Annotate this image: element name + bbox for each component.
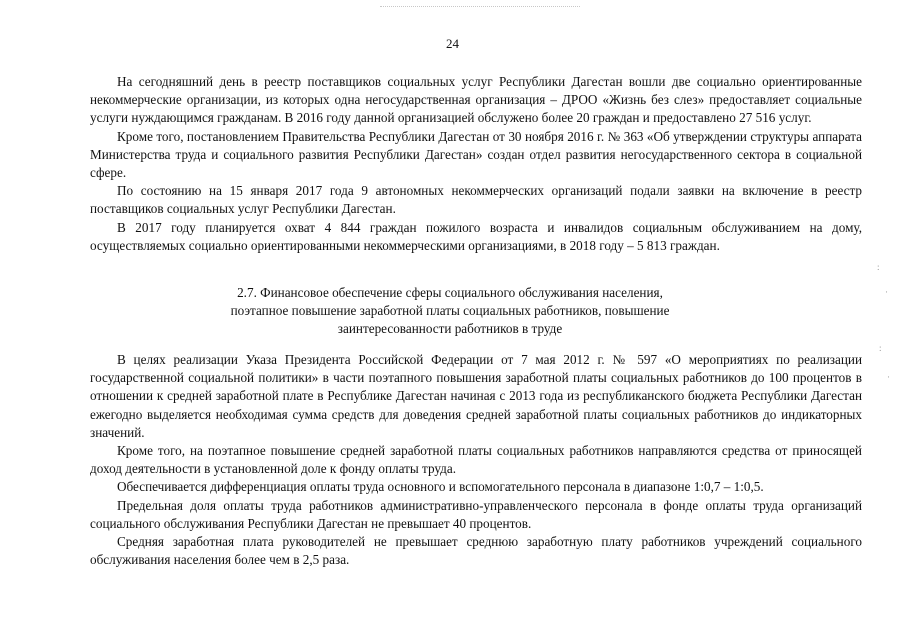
paragraph-differentiation: Обеспечивается дифференциация оплаты труда основного и вспомогательного персонала в диапазоне 1:0,7 – 1:0,5.	[117, 479, 764, 495]
scan-edge-artifact	[380, 0, 580, 7]
paragraph-manager-salary: Средняя заработная плата руководителей не превышает среднюю заработную плату работников учреждений социального обслуживания населения более чем в 2,5 раза.	[90, 534, 862, 568]
paragraph-income-funds: Кроме того, на поэтапное повышение средней заработной платы социальных работников направляются средства от приносящей доход деятельности в установленной доле к фонду оплаты труда.	[90, 443, 862, 477]
section-heading-line-2: поэтапное повышение заработной платы социальных работников, повышение	[230, 303, 670, 319]
paragraph-registry: На сегодняшний день в реестр поставщиков социальных услуг Республики Дагестан вошли две социально ориентированные некоммерческие организации, из которых одна негосударственная организация – ДРОО «Жизнь без слез» предоставляет социальные услуги нуждающимся гражданам. В 2016 году данной организацией обслужено более 20 граждан и предоставлено 27 516 услуг.	[90, 74, 862, 126]
section-heading	[200, 284, 700, 339]
paragraph-applications: По состоянию на 15 января 2017 года 9 автономных некоммерческих организаций подали заявки на включение в реестр поставщиков социальных услуг Республики Дагестан.	[90, 183, 862, 217]
paragraph-decree-363: Кроме того, постановлением Правительства Республики Дагестан от 30 ноября 2016 г. № 363 «Об утверждении структуры аппарата Министерства труда и социального развития Республики Дагестан» создан отдел развития негосударственного сектора в социальной сфере.	[90, 128, 862, 181]
paragraph-decree-597: В целях реализации Указа Президента Российской Федерации от 7 мая 2012 г. № 597 «О мероприятиях по реализации государственной социальной политики» в части поэтапного повышения заработной платы социальных работников до 100 процентов в отношении к средней заработной плате в Республике Дагестан начиная с 2013 года из республиканского бюджета Республики Дагестан ежегодно выделяется необходимая сумма средств для доведения средней заработной платы социальных работников до индикаторных значений.	[90, 352, 862, 440]
scan-noise-mark: :	[879, 343, 882, 353]
page-number: 24	[446, 36, 459, 51]
paragraph-coverage-plan: В 2017 году планируется охват 4 844 граждан пожилого возраста и инвалидов социальным обслуживанием на дому, осуществляемых социально ориентированными некоммерческими организациями, в 2018 году – 5 813 граждан.	[90, 219, 862, 253]
paragraph-admin-share: Предельная доля оплаты труда работников административно-управленческого персонала в фонде оплаты труда организаций социального обслуживания Республики Дагестан не превышает 40 процентов.	[90, 497, 862, 531]
scan-noise-mark: :	[877, 262, 880, 272]
body-text-bottom	[90, 351, 862, 569]
body-text-top	[90, 73, 862, 255]
section-heading-line-1: 2.7. Финансовое обеспечение сферы социального обслуживания населения,	[237, 285, 663, 300]
scan-noise-mark: ·	[885, 287, 888, 297]
section-heading-line-3: заинтересованности работников в труде	[337, 321, 563, 337]
scan-noise-mark: ·	[887, 372, 890, 382]
